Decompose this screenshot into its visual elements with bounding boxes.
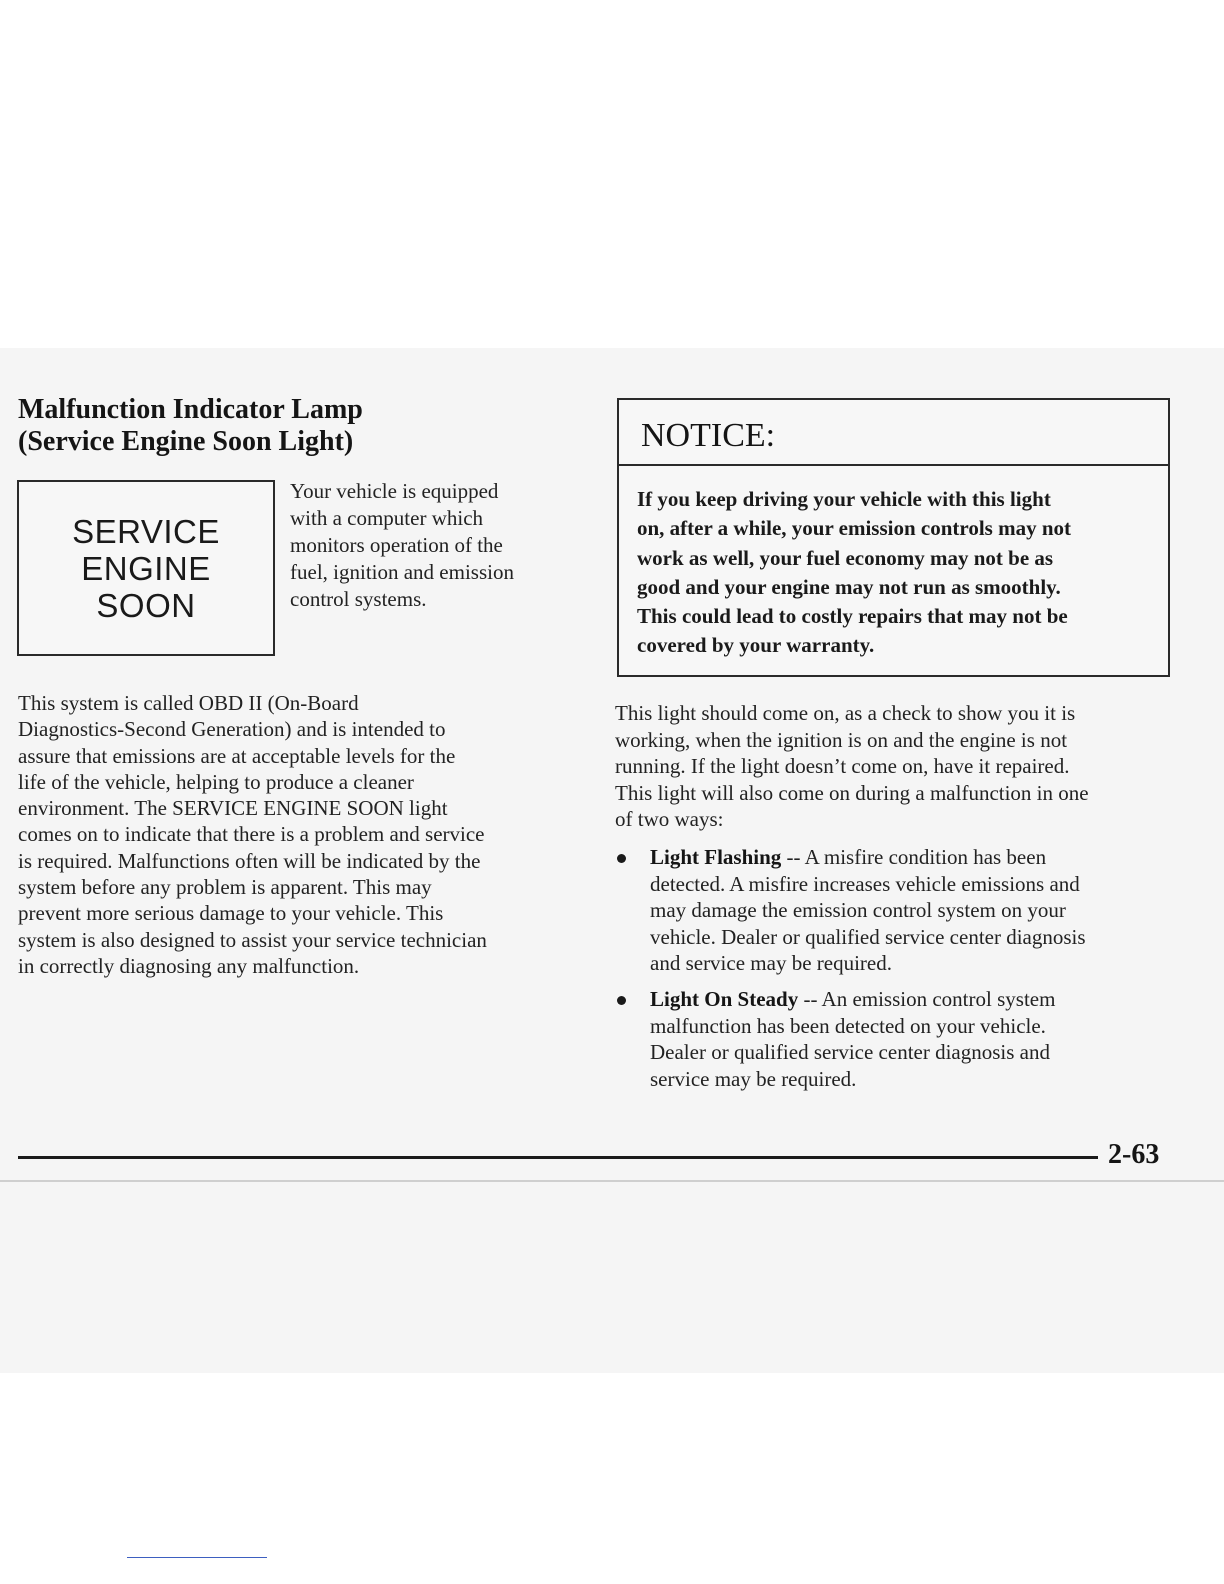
notice-title: NOTICE: <box>619 400 1168 466</box>
page-edge-divider <box>0 1180 1224 1182</box>
text-line: working, when the ignition is on and the engine is not <box>615 727 1068 752</box>
intro-paragraph <box>290 478 565 613</box>
text-line: life of the vehicle, helping to produce a cleaner <box>18 769 414 794</box>
heading-line-2: (Service Engine Soon Light) <box>18 426 354 457</box>
bullet-term: Light Flashing <box>650 845 782 869</box>
text-line: of two ways: <box>615 807 724 831</box>
text-line: with a computer which <box>290 506 484 530</box>
text-line: control systems. <box>290 587 427 611</box>
text-line: good and your engine may not run as smoothly. <box>637 574 1061 599</box>
text-line: comes on to indicate that there is a problem and service <box>18 822 485 847</box>
text-line: This light will also come on during a malfunction in one <box>615 780 1089 805</box>
section-heading <box>18 394 578 458</box>
service-engine-soon-symbol <box>17 480 275 656</box>
text-line: This could lead to costly repairs that may not be <box>637 604 1068 629</box>
heading-line-1: Malfunction Indicator Lamp <box>18 394 363 425</box>
text-line: Your vehicle is equipped <box>290 479 499 503</box>
page-number: 2-63 <box>1108 1139 1160 1170</box>
text-line: environment. The SERVICE ENGINE SOON light <box>18 796 448 821</box>
text-line: malfunction has been detected on your vehicle. <box>650 1013 1046 1038</box>
text-line: -- An emission control system <box>798 987 1056 1011</box>
obd-paragraph <box>18 690 578 979</box>
notice-text <box>619 466 1168 661</box>
text-line: system is also designed to assist your service technician <box>18 927 487 952</box>
text-line: and service may be required. <box>650 951 892 975</box>
text-line: system before any problem is apparent. This may <box>18 875 432 900</box>
light-behavior-paragraph <box>615 700 1175 833</box>
text-line: running. If the light doesn’t come on, have it repaired. <box>615 754 1070 778</box>
bullet-icon <box>617 996 626 1005</box>
text-line: fuel, ignition and emission <box>290 560 514 584</box>
text-line: This light should come on, as a check to show you it is <box>615 701 1076 725</box>
text-line: This system is called OBD II (On-Board <box>18 691 359 715</box>
text-line: service may be required. <box>650 1066 857 1091</box>
symbol-line-1: SERVICE <box>72 512 220 550</box>
bullet-term: Light On Steady <box>650 987 799 1011</box>
text-line: in correctly diagnosing any malfunction. <box>18 953 360 978</box>
text-line: on, after a while, your emission controls may not <box>637 516 1071 541</box>
footer-link-line <box>127 1557 267 1558</box>
text-line: detected. A misfire increases vehicle emissions and <box>650 871 1080 896</box>
text-line: Dealer or qualified service center diagnosis and <box>650 1040 1050 1064</box>
text-line: -- A misfire condition has been <box>781 845 1047 869</box>
notice-box <box>617 398 1170 677</box>
text-line: covered by your warranty. <box>637 633 875 658</box>
text-line: vehicle. Dealer or qualified service center diagnosis <box>650 924 1086 949</box>
text-line: assure that emissions are at acceptable levels for the <box>18 743 456 768</box>
text-line: prevent more serious damage to your vehicle. This <box>18 901 444 926</box>
footer-rule <box>18 1156 1098 1159</box>
symbol-line-3: SOON <box>96 586 196 624</box>
text-line: If you keep driving your vehicle with this light <box>637 487 1051 511</box>
text-line: Diagnostics-Second Generation) and is intended to <box>18 717 446 742</box>
bullet-icon <box>617 854 626 863</box>
text-line: work as well, your fuel economy may not be as <box>637 545 1054 570</box>
symbol-line-2: ENGINE <box>81 549 211 587</box>
text-line: monitors operation of the <box>290 533 503 557</box>
text-line: is required. Malfunctions often will be indicated by the <box>18 848 481 873</box>
text-line: may damage the emission control system on your <box>650 898 1066 922</box>
bullet-light-on-steady <box>615 986 1175 1092</box>
bullet-light-flashing <box>615 844 1175 977</box>
